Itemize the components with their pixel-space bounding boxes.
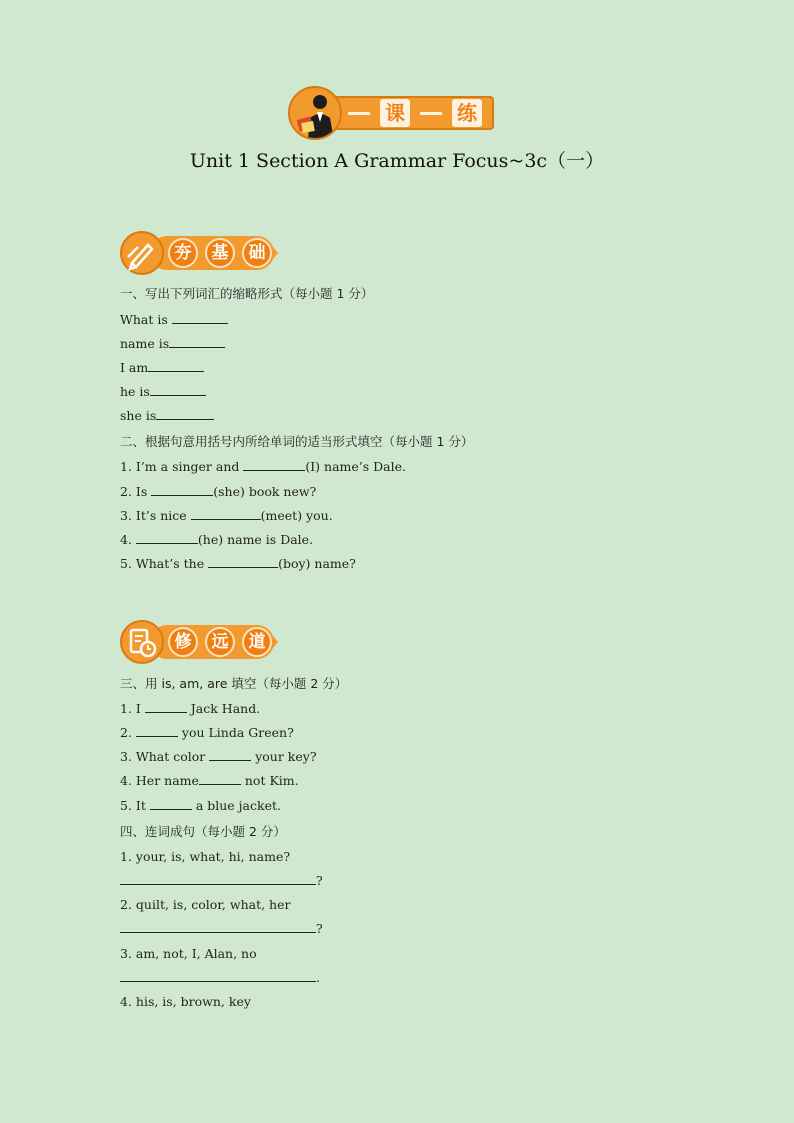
badge-char: 道 [242, 627, 272, 657]
badge-char: 础 [242, 238, 272, 268]
badge-char: 基 [205, 238, 235, 268]
header-banner [288, 86, 498, 140]
badge-char: 远 [205, 627, 235, 657]
answer-blank[interactable] [191, 508, 261, 520]
answer-blank[interactable] [120, 873, 316, 885]
part4-answer-line: ? [120, 921, 323, 936]
pencil-icon [120, 231, 164, 275]
badge-char: 修 [168, 627, 198, 657]
part2-item: 5. What’s the (boy) name? [120, 556, 356, 571]
banner-char: 练 [452, 99, 482, 127]
answer-blank[interactable] [150, 798, 192, 810]
part4-heading: 四、连词成句（每小题 2 分） [120, 824, 286, 839]
page-title: Unit 1 Section A Grammar Focus~3c（一） [189, 150, 605, 172]
answer-blank[interactable] [243, 459, 305, 471]
part1-item: she is [120, 408, 214, 423]
part4-words: 1. your, is, what, hi, name? [120, 849, 291, 864]
part4-words: 2. quilt, is, color, what, her [120, 897, 291, 912]
part1-heading: 一、写出下列词汇的缩略形式（每小题 1 分） [120, 286, 374, 301]
part3-item: 4. Her name not Kim. [120, 773, 299, 788]
part4-words: 3. am, not, I, Alan, no [120, 946, 257, 961]
part2-item: 2. Is (she) book new? [120, 484, 317, 499]
part3-item: 5. It a blue jacket. [120, 798, 281, 813]
part3-item: 2. you Linda Green? [120, 725, 294, 740]
part3-item: 3. What color your key? [120, 749, 317, 764]
part1-item: he is [120, 384, 206, 399]
part2-item: 3. It’s nice (meet) you. [120, 508, 333, 523]
banner-char-dash [416, 99, 446, 127]
answer-blank[interactable] [156, 408, 214, 420]
answer-blank[interactable] [120, 921, 316, 933]
teacher-illustration-icon [288, 86, 342, 140]
part4-answer-line: . [120, 970, 320, 985]
answer-blank[interactable] [151, 484, 213, 496]
clock-document-icon [120, 620, 164, 664]
section-badge-advanced [120, 620, 280, 664]
answer-blank[interactable] [136, 532, 198, 544]
part2-item: 4. (he) name is Dale. [120, 532, 314, 547]
answer-blank[interactable] [120, 970, 316, 982]
part1-item: I am [120, 360, 204, 375]
answer-blank[interactable] [209, 749, 251, 761]
answer-blank[interactable] [145, 701, 187, 713]
part4-answer-line: ? [120, 873, 323, 888]
answer-blank[interactable] [208, 556, 278, 568]
badge-char: 夯 [168, 238, 198, 268]
banner-char-dash [344, 99, 374, 127]
answer-blank[interactable] [148, 360, 204, 372]
answer-blank[interactable] [150, 384, 206, 396]
banner-char: 课 [380, 99, 410, 127]
part1-item: name is [120, 336, 225, 351]
answer-blank[interactable] [199, 773, 241, 785]
part1-item: What is [120, 312, 228, 327]
part2-heading: 二、根据句意用括号内所给单词的适当形式填空（每小题 1 分） [120, 434, 474, 449]
answer-blank[interactable] [136, 725, 178, 737]
answer-blank[interactable] [169, 336, 225, 348]
part3-heading: 三、用 is, am, are 填空（每小题 2 分） [120, 676, 348, 691]
section-badge-basics [120, 231, 280, 275]
answer-blank[interactable] [172, 312, 228, 324]
part4-words: 4. his, is, brown, key [120, 994, 251, 1009]
banner-text [344, 99, 482, 127]
part2-item: 1. I’m a singer and (I) name’s Dale. [120, 459, 406, 474]
part3-item: 1. I Jack Hand. [120, 701, 261, 716]
